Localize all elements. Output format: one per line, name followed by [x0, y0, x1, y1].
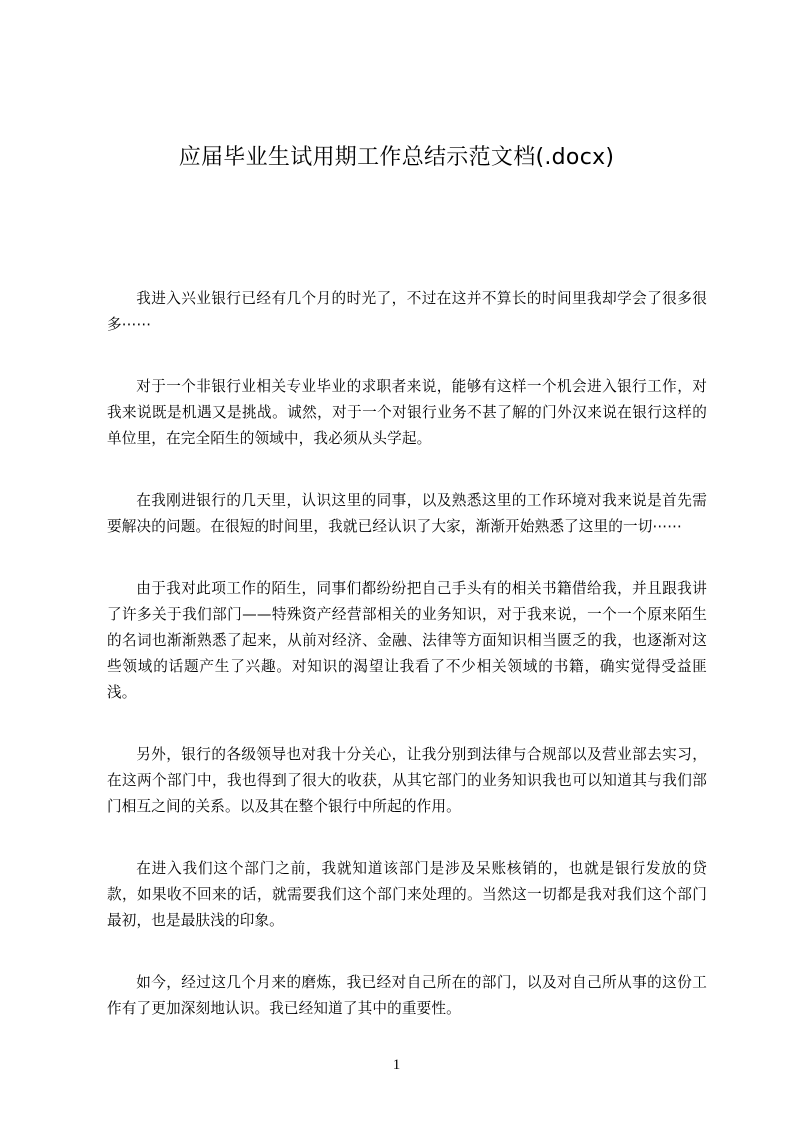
document-body: [107, 286, 707, 1058]
paragraph-4: 由于我对此项工作的陌生，同事们都纷纷把自己手头有的相关书籍借给我，并且跟我讲了许多关于我们部门——特殊资产经营部相关的业务知识，对于我来说，一个一个原来陌生的名词也渐渐熟悉了起来，从前对经济、金融、法律等方面知识相当匮乏的我，也逐渐对这些领域的话题产生了兴趣。对知识的渴望让我看了不少相关领域的书籍，确实觉得受益匪浅。: [107, 580, 707, 701]
paragraph-2: 对于一个非银行业相关专业毕业的求职者来说，能够有这样一个机会进入银行工作，对我来说既是机遇又是挑战。诚然，对于一个对银行业务不甚了解的门外汉来说在银行这样的单位里，在完全陌生的领域中，我必须从头学起。: [107, 378, 707, 447]
document-title: 应届毕业生试用期工作总结示范文档(.docx): [178, 145, 615, 170]
paragraph-1: 我进入兴业银行已经有几个月的时光了，不过在这并不算长的时间里我却学会了很多很多⋯⋯: [107, 290, 707, 333]
paragraph-7: 如今，经过这几个月来的磨炼，我已经对自己所在的部门，以及对自己所从事的这份工作有了更加深刻地认识。我已经知道了其中的重要性。: [107, 974, 707, 1017]
paragraph-6: 在进入我们这个部门之前，我就知道该部门是涉及呆账核销的，也就是银行发放的贷款，如果收不回来的话，就需要我们这个部门来处理的。当然这一切都是我对我们这个部门最初，也是最肤浅的印象。: [107, 860, 707, 929]
page-number: 1: [392, 1057, 401, 1073]
paragraph-3: 在我刚进银行的几天里，认识这里的同事，以及熟悉这里的工作环境对我来说是首先需要解决的问题。在很短的时间里，我就已经认识了大家，渐渐开始熟悉了这里的一切⋯⋯: [107, 492, 707, 535]
paragraph-5: 另外，银行的各级领导也对我十分关心，让我分别到法律与合规部以及营业部去实习，在这两个部门中，我也得到了很大的收获，从其它部门的业务知识我也可以知道其与我们部门相互之间的关系。以及其在整个银行中所起的作用。: [107, 746, 707, 815]
